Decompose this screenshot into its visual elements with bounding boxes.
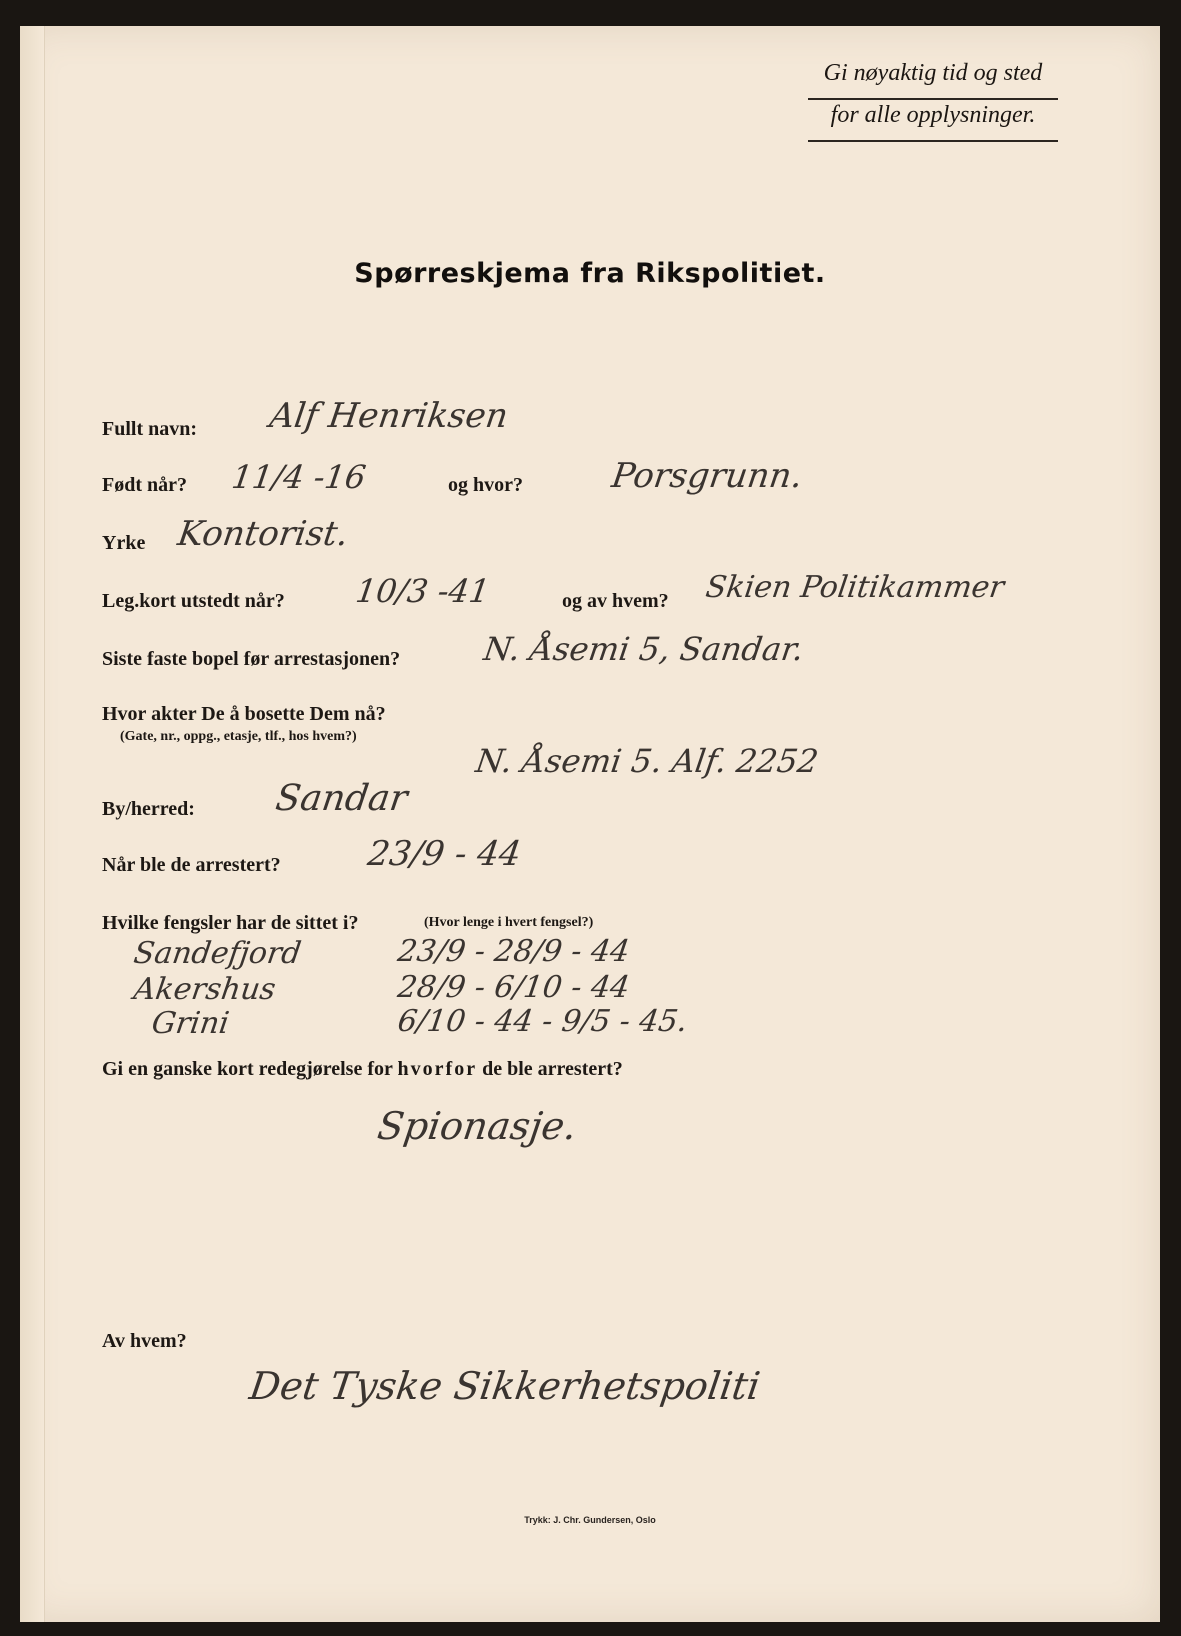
label-reason-prefix: Gi en ganske kort redegjørelse for — [102, 1058, 393, 1080]
printer-credit: Trykk: J. Chr. Gundersen, Oslo — [524, 1515, 656, 1525]
prison-3-place: Grini — [149, 1006, 232, 1041]
answer-by-whom: Det Tyske Sikkerhetspoliti — [246, 1364, 763, 1408]
label-occupation: Yrke — [102, 532, 146, 554]
paper-edge — [20, 26, 45, 1622]
answer-full-name: Alf Henriksen — [267, 396, 511, 436]
notice-line-2: for alle opplysninger. — [808, 102, 1058, 142]
label-settle-hint: (Gate, nr., oppg., etasje, tlf., hos hvem?) — [120, 729, 357, 744]
answer-occupation: Kontorist. — [175, 514, 351, 554]
answer-reason: Spionasje. — [374, 1104, 580, 1148]
label-city: By/herred: — [102, 798, 195, 820]
label-prisons-hint: (Hvor lenge i hvert fengsel?) — [424, 915, 594, 930]
label-born-when: Født når? — [102, 474, 187, 496]
answer-arrested-when: 23/9 - 44 — [365, 834, 524, 874]
label-settle-where: Hvor akter De å bosette Dem nå? — [102, 703, 386, 725]
answer-id-card-by: Skien Politikammer — [703, 570, 1007, 605]
prison-1-period: 23/9 - 28/9 - 44 — [395, 934, 632, 969]
answer-born-where: Porsgrunn. — [609, 456, 805, 496]
answer-settle-where: N. Åsemi 5. Alf. 2252 — [473, 742, 821, 780]
label-prisons: Hvilke fengsler har de sittet i? — [102, 912, 359, 934]
label-reason-suffix: de ble arrestert? — [482, 1058, 623, 1080]
answer-id-card-when: 10/3 -41 — [353, 572, 493, 610]
label-full-name: Fullt navn: — [102, 418, 198, 440]
label-reason-emphasis: hvorfor — [397, 1058, 478, 1080]
answer-born-when: 11/4 -16 — [229, 458, 369, 496]
prison-3-period: 6/10 - 44 - 9/5 - 45. — [395, 1004, 690, 1039]
answer-city: Sandar — [273, 778, 410, 819]
prison-1-place: Sandefjord — [131, 936, 304, 971]
answer-last-address: N. Åsemi 5, Sandar. — [481, 630, 807, 668]
prison-2-place: Akershus — [131, 972, 278, 1007]
prison-2-period: 28/9 - 6/10 - 44 — [395, 970, 632, 1005]
label-arrested-when: Når ble de arrestert? — [102, 854, 281, 876]
label-by-whom: Av hvem? — [102, 1330, 187, 1352]
form-title: Spørreskjema fra Rikspolitiet. — [354, 258, 826, 289]
label-id-card-by: og av hvem? — [562, 590, 669, 612]
label-reason — [102, 1058, 623, 1081]
notice-line-1: Gi nøyaktig tid og sted — [808, 60, 1058, 100]
label-id-card-when: Leg.kort utstedt når? — [102, 590, 285, 612]
label-last-address: Siste faste bopel før arrestasjonen? — [102, 648, 401, 670]
label-born-where: og hvor? — [448, 474, 523, 496]
